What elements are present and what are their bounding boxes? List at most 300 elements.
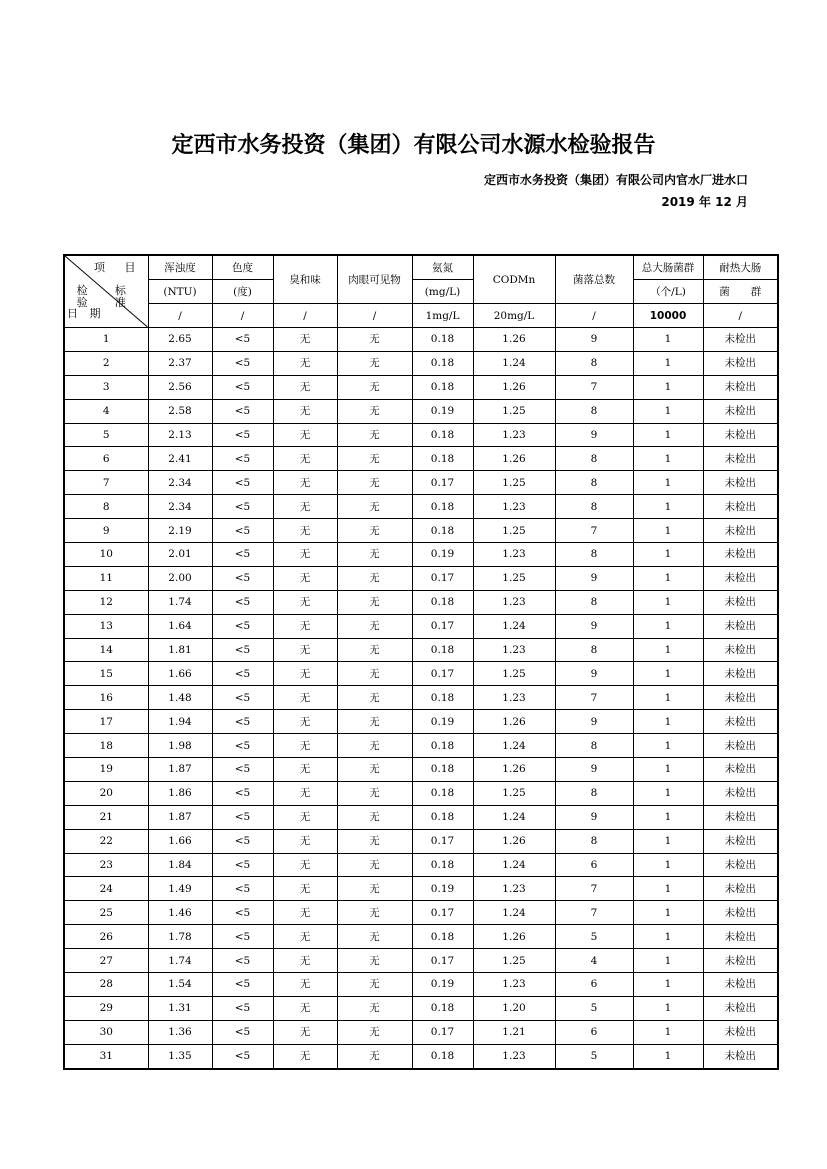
cell-visible-matter: 无 [337,829,412,853]
cell-turbidity: 1.49 [148,877,212,901]
header-row-1 [64,255,778,280]
cell-thermo-coliform: 未检出 [703,805,778,829]
cell-day: 4 [64,399,148,423]
cell-colony-count: 5 [555,1044,633,1068]
cell-coliform: 1 [633,829,703,853]
col-unit-coliform: （个/L) [633,280,703,304]
cell-codmn: 1.23 [473,1044,555,1068]
cell-thermo-coliform: 未检出 [703,375,778,399]
cell-turbidity: 1.36 [148,1020,212,1044]
cell-color: <5 [212,614,273,638]
cell-turbidity: 1.87 [148,805,212,829]
cell-odor: 无 [273,853,337,877]
table-row [64,829,778,853]
table-row [64,1020,778,1044]
cell-thermo-coliform: 未检出 [703,495,778,519]
cell-coliform: 1 [633,710,703,734]
cell-color: <5 [212,877,273,901]
table-row [64,853,778,877]
cell-thermo-coliform: 未检出 [703,519,778,543]
cell-turbidity: 2.34 [148,495,212,519]
cell-colony-count: 9 [555,758,633,782]
cell-color: <5 [212,901,273,925]
report-title: 定西市水务投资（集团）有限公司水源水检验报告 [171,133,656,158]
cell-coliform: 1 [633,996,703,1020]
cell-thermo-coliform: 未检出 [703,614,778,638]
cell-ammonia: 0.19 [412,710,473,734]
cell-visible-matter: 无 [337,877,412,901]
cell-odor: 无 [273,973,337,997]
table-row [64,781,778,805]
cell-visible-matter: 无 [337,447,412,471]
cell-color: <5 [212,853,273,877]
cell-visible-matter: 无 [337,805,412,829]
cell-ammonia: 0.17 [412,901,473,925]
corner-label-date: 日 期 [67,307,105,320]
cell-visible-matter: 无 [337,351,412,375]
cell-ammonia: 0.18 [412,686,473,710]
table-row [64,375,778,399]
cell-visible-matter: 无 [337,853,412,877]
cell-visible-matter: 无 [337,495,412,519]
cell-odor: 无 [273,805,337,829]
cell-coliform: 1 [633,901,703,925]
cell-coliform: 1 [633,614,703,638]
corner-header-cell [64,255,148,328]
cell-thermo-coliform: 未检出 [703,710,778,734]
table-row [64,471,778,495]
cell-turbidity: 1.66 [148,662,212,686]
cell-ammonia: 0.18 [412,447,473,471]
cell-coliform: 1 [633,543,703,567]
cell-turbidity: 1.35 [148,1044,212,1068]
cell-day: 7 [64,471,148,495]
table-row [64,1044,778,1068]
col-header-ammonia: 氨氮 [412,255,473,280]
cell-color: <5 [212,925,273,949]
cell-codmn: 1.24 [473,614,555,638]
cell-thermo-coliform: 未检出 [703,566,778,590]
cell-thermo-coliform: 未检出 [703,901,778,925]
table-row [64,686,778,710]
cell-colony-count: 8 [555,471,633,495]
cell-turbidity: 2.00 [148,566,212,590]
table-row [64,710,778,734]
cell-codmn: 1.23 [473,686,555,710]
cell-codmn: 1.24 [473,351,555,375]
cell-odor: 无 [273,375,337,399]
cell-colony-count: 9 [555,423,633,447]
cell-thermo-coliform: 未检出 [703,351,778,375]
cell-codmn: 1.23 [473,423,555,447]
cell-visible-matter: 无 [337,399,412,423]
cell-odor: 无 [273,734,337,758]
cell-ammonia: 0.17 [412,614,473,638]
table-row [64,638,778,662]
cell-visible-matter: 无 [337,973,412,997]
cell-colony-count: 8 [555,495,633,519]
cell-ammonia: 0.17 [412,1020,473,1044]
col-header-colony-count: 菌落总数 [555,255,633,304]
cell-day: 2 [64,351,148,375]
cell-day: 14 [64,638,148,662]
cell-thermo-coliform: 未检出 [703,973,778,997]
table-row [64,328,778,352]
cell-ammonia: 0.18 [412,495,473,519]
table-row [64,877,778,901]
cell-colony-count: 5 [555,925,633,949]
cell-ammonia: 0.17 [412,662,473,686]
cell-color: <5 [212,781,273,805]
cell-coliform: 1 [633,495,703,519]
cell-codmn: 1.24 [473,901,555,925]
col-header-thermo-coliform: 耐热大肠 [703,255,778,280]
cell-colony-count: 7 [555,519,633,543]
cell-visible-matter: 无 [337,638,412,662]
cell-turbidity: 1.64 [148,614,212,638]
cell-coliform: 1 [633,566,703,590]
cell-visible-matter: 无 [337,614,412,638]
cell-thermo-coliform: 未检出 [703,734,778,758]
cell-ammonia: 0.18 [412,805,473,829]
cell-colony-count: 8 [555,734,633,758]
cell-odor: 无 [273,781,337,805]
cell-color: <5 [212,949,273,973]
cell-turbidity: 2.41 [148,447,212,471]
cell-colony-count: 8 [555,590,633,614]
std-thermo-coliform: / [703,304,778,328]
table-row [64,925,778,949]
cell-odor: 无 [273,519,337,543]
cell-visible-matter: 无 [337,686,412,710]
table-row [64,543,778,567]
cell-color: <5 [212,1020,273,1044]
cell-color: <5 [212,1044,273,1068]
cell-thermo-coliform: 未检出 [703,686,778,710]
cell-coliform: 1 [633,519,703,543]
cell-odor: 无 [273,638,337,662]
cell-ammonia: 0.18 [412,351,473,375]
cell-thermo-coliform: 未检出 [703,996,778,1020]
cell-color: <5 [212,662,273,686]
cell-ammonia: 0.18 [412,758,473,782]
cell-odor: 无 [273,686,337,710]
cell-ammonia: 0.18 [412,375,473,399]
cell-ammonia: 0.17 [412,949,473,973]
cell-turbidity: 1.74 [148,949,212,973]
cell-odor: 无 [273,710,337,734]
cell-day: 25 [64,901,148,925]
cell-odor: 无 [273,662,337,686]
cell-coliform: 1 [633,877,703,901]
cell-day: 23 [64,853,148,877]
cell-day: 19 [64,758,148,782]
cell-codmn: 1.26 [473,758,555,782]
cell-colony-count: 6 [555,853,633,877]
cell-thermo-coliform: 未检出 [703,471,778,495]
cell-color: <5 [212,829,273,853]
cell-coliform: 1 [633,949,703,973]
header-row-standard [64,304,778,328]
cell-coliform: 1 [633,471,703,495]
cell-day: 6 [64,447,148,471]
header-row-2 [64,280,778,304]
cell-ammonia: 0.18 [412,781,473,805]
cell-colony-count: 9 [555,614,633,638]
cell-odor: 无 [273,543,337,567]
cell-odor: 无 [273,949,337,973]
cell-day: 10 [64,543,148,567]
cell-codmn: 1.26 [473,710,555,734]
cell-ammonia: 0.18 [412,925,473,949]
cell-color: <5 [212,686,273,710]
cell-codmn: 1.24 [473,734,555,758]
table-row [64,996,778,1020]
cell-visible-matter: 无 [337,925,412,949]
cell-day: 26 [64,925,148,949]
cell-day: 22 [64,829,148,853]
cell-colony-count: 5 [555,996,633,1020]
cell-coliform: 1 [633,1020,703,1044]
cell-codmn: 1.26 [473,328,555,352]
cell-codmn: 1.24 [473,853,555,877]
cell-odor: 无 [273,328,337,352]
cell-odor: 无 [273,877,337,901]
cell-odor: 无 [273,996,337,1020]
cell-thermo-coliform: 未检出 [703,423,778,447]
cell-turbidity: 1.78 [148,925,212,949]
table-row [64,566,778,590]
cell-coliform: 1 [633,853,703,877]
cell-odor: 无 [273,925,337,949]
cell-thermo-coliform: 未检出 [703,1044,778,1068]
cell-turbidity: 1.98 [148,734,212,758]
cell-day: 31 [64,1044,148,1068]
col-header-coliform: 总大肠菌群 [633,255,703,280]
cell-visible-matter: 无 [337,1044,412,1068]
cell-ammonia: 0.18 [412,734,473,758]
cell-odor: 无 [273,423,337,447]
cell-day: 27 [64,949,148,973]
cell-thermo-coliform: 未检出 [703,590,778,614]
cell-coliform: 1 [633,590,703,614]
cell-odor: 无 [273,590,337,614]
std-coliform: 10000 [633,304,703,328]
cell-codmn: 1.23 [473,973,555,997]
cell-day: 30 [64,1020,148,1044]
cell-turbidity: 1.86 [148,781,212,805]
cell-turbidity: 1.48 [148,686,212,710]
table-row [64,973,778,997]
cell-thermo-coliform: 未检出 [703,662,778,686]
cell-codmn: 1.25 [473,781,555,805]
cell-coliform: 1 [633,328,703,352]
cell-codmn: 1.23 [473,543,555,567]
cell-color: <5 [212,399,273,423]
cell-ammonia: 0.18 [412,996,473,1020]
cell-colony-count: 9 [555,328,633,352]
cell-colony-count: 9 [555,662,633,686]
cell-color: <5 [212,495,273,519]
cell-ammonia: 0.19 [412,399,473,423]
cell-color: <5 [212,328,273,352]
table-row [64,614,778,638]
col-unit-ammonia: (mg/L) [412,280,473,304]
cell-color: <5 [212,638,273,662]
cell-color: <5 [212,973,273,997]
cell-turbidity: 2.56 [148,375,212,399]
cell-turbidity: 2.65 [148,328,212,352]
std-visible-matter: / [337,304,412,328]
cell-visible-matter: 无 [337,519,412,543]
cell-color: <5 [212,710,273,734]
cell-day: 1 [64,328,148,352]
cell-thermo-coliform: 未检出 [703,638,778,662]
report-location: 定西市水务投资（集团）有限公司内官水厂进水口 [483,173,748,187]
cell-colony-count: 9 [555,566,633,590]
cell-thermo-coliform: 未检出 [703,853,778,877]
table-row [64,734,778,758]
cell-codmn: 1.23 [473,590,555,614]
table-row [64,351,778,375]
cell-codmn: 1.25 [473,399,555,423]
cell-odor: 无 [273,1020,337,1044]
corner-label-standard: 标 准 [114,284,134,309]
cell-odor: 无 [273,447,337,471]
cell-ammonia: 0.19 [412,973,473,997]
table-row [64,590,778,614]
cell-turbidity: 1.84 [148,853,212,877]
cell-color: <5 [212,590,273,614]
std-odor: / [273,304,337,328]
cell-odor: 无 [273,1044,337,1068]
cell-ammonia: 0.18 [412,328,473,352]
cell-odor: 无 [273,614,337,638]
cell-visible-matter: 无 [337,1020,412,1044]
cell-ammonia: 0.18 [412,519,473,543]
cell-visible-matter: 无 [337,662,412,686]
cell-visible-matter: 无 [337,949,412,973]
cell-coliform: 1 [633,781,703,805]
cell-color: <5 [212,758,273,782]
col-header-color: 色度 [212,255,273,280]
cell-codmn: 1.25 [473,519,555,543]
col-unit-turbidity: (NTU) [148,280,212,304]
water-quality-table [63,254,779,1070]
cell-thermo-coliform: 未检出 [703,399,778,423]
cell-color: <5 [212,471,273,495]
cell-colony-count: 6 [555,973,633,997]
cell-color: <5 [212,543,273,567]
cell-color: <5 [212,996,273,1020]
cell-colony-count: 8 [555,543,633,567]
cell-turbidity: 1.46 [148,901,212,925]
cell-day: 21 [64,805,148,829]
col-header-odor: 臭和味 [273,255,337,304]
cell-turbidity: 1.81 [148,638,212,662]
cell-codmn: 1.23 [473,495,555,519]
cell-day: 12 [64,590,148,614]
cell-ammonia: 0.17 [412,471,473,495]
cell-visible-matter: 无 [337,781,412,805]
cell-day: 16 [64,686,148,710]
std-ammonia: 1mg/L [412,304,473,328]
cell-coliform: 1 [633,686,703,710]
cell-visible-matter: 无 [337,375,412,399]
cell-thermo-coliform: 未检出 [703,328,778,352]
table-row [64,399,778,423]
cell-codmn: 1.23 [473,638,555,662]
cell-visible-matter: 无 [337,901,412,925]
cell-coliform: 1 [633,351,703,375]
cell-codmn: 1.20 [473,996,555,1020]
cell-day: 3 [64,375,148,399]
cell-turbidity: 1.66 [148,829,212,853]
cell-thermo-coliform: 未检出 [703,925,778,949]
cell-visible-matter: 无 [337,423,412,447]
report-date: 2019 年 12 月 [661,195,748,209]
cell-turbidity: 1.74 [148,590,212,614]
cell-codmn: 1.24 [473,805,555,829]
std-color: / [212,304,273,328]
cell-ammonia: 0.18 [412,638,473,662]
cell-colony-count: 9 [555,805,633,829]
cell-day: 20 [64,781,148,805]
cell-turbidity: 1.54 [148,973,212,997]
cell-colony-count: 7 [555,901,633,925]
corner-label-item: 项 目 [94,261,144,274]
table-row [64,901,778,925]
cell-odor: 无 [273,758,337,782]
cell-visible-matter: 无 [337,758,412,782]
cell-odor: 无 [273,399,337,423]
cell-color: <5 [212,375,273,399]
cell-turbidity: 2.19 [148,519,212,543]
cell-ammonia: 0.18 [412,590,473,614]
cell-visible-matter: 无 [337,471,412,495]
cell-colony-count: 4 [555,949,633,973]
cell-color: <5 [212,423,273,447]
cell-colony-count: 8 [555,399,633,423]
cell-ammonia: 0.19 [412,877,473,901]
cell-codmn: 1.23 [473,877,555,901]
cell-colony-count: 8 [555,351,633,375]
cell-colony-count: 9 [555,710,633,734]
cell-color: <5 [212,805,273,829]
col-unit-thermo-coliform: 菌 群 [703,280,778,304]
cell-colony-count: 8 [555,829,633,853]
cell-turbidity: 2.01 [148,543,212,567]
cell-codmn: 1.25 [473,949,555,973]
std-turbidity: / [148,304,212,328]
cell-coliform: 1 [633,805,703,829]
cell-coliform: 1 [633,925,703,949]
cell-coliform: 1 [633,758,703,782]
table-row [64,447,778,471]
table-row [64,423,778,447]
cell-odor: 无 [273,471,337,495]
cell-day: 29 [64,996,148,1020]
cell-codmn: 1.26 [473,447,555,471]
cell-day: 13 [64,614,148,638]
cell-colony-count: 7 [555,375,633,399]
cell-ammonia: 0.17 [412,566,473,590]
cell-coliform: 1 [633,447,703,471]
cell-coliform: 1 [633,423,703,447]
cell-codmn: 1.25 [473,566,555,590]
cell-codmn: 1.25 [473,471,555,495]
std-codmn: 20mg/L [473,304,555,328]
